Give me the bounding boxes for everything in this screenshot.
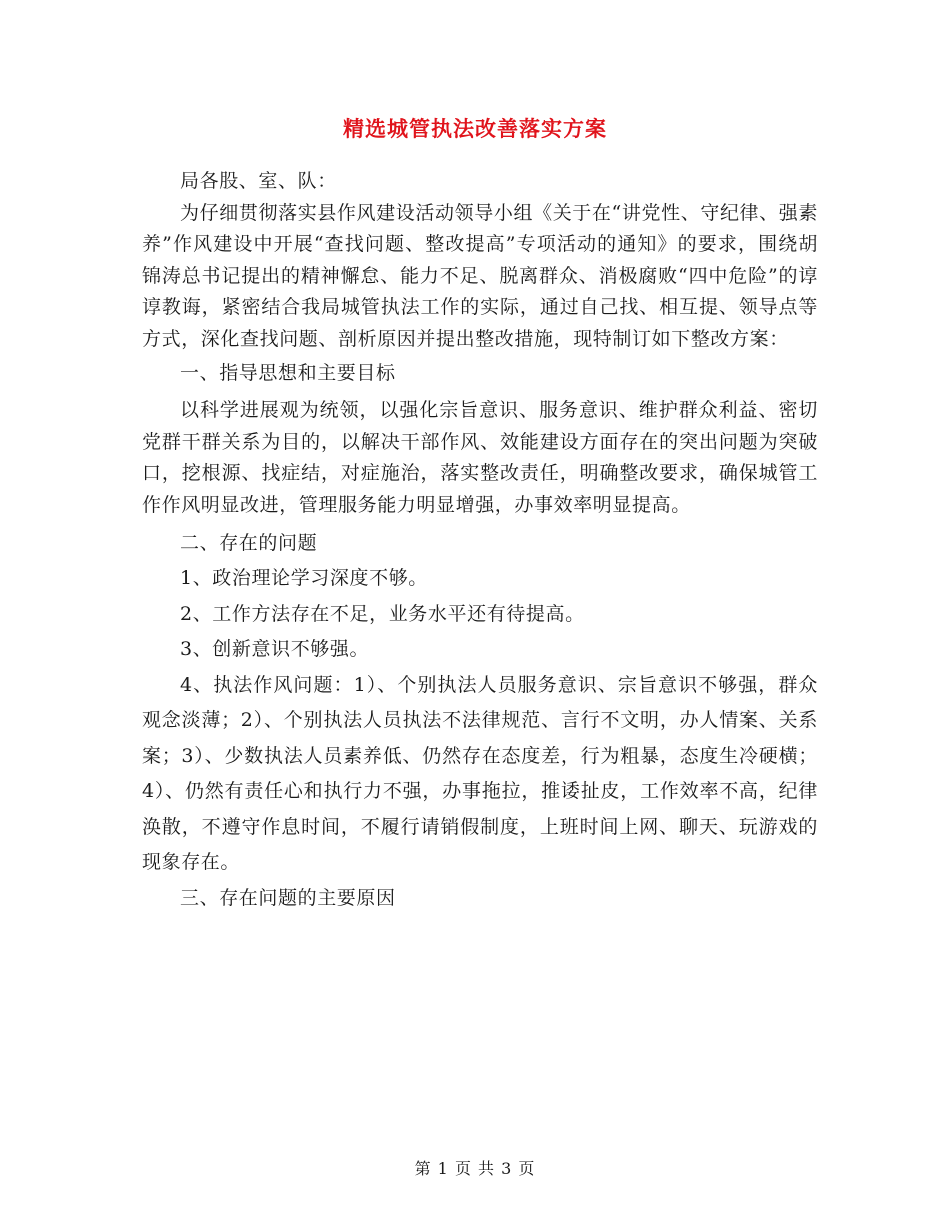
salutation: 局各股、室、队： <box>180 170 337 192</box>
document-title: 精选城管执法改善落实方案 <box>343 116 607 141</box>
document-body <box>142 166 818 916</box>
problem-item-1: 1、政治理论学习深度不够。 <box>180 567 428 590</box>
page-number-footer: 第 1 页 共 3 页 <box>414 1159 536 1178</box>
intro-paragraph: 为仔细贯彻落实县作风建设活动领导小组《关于在“讲党性、守纪律、强素养”作风建设中开展“查找问题、整改提高”专项活动的通知》的要求，围绕胡锦涛总书记提出的精神懈怠、能力不足、脱离群众、消极腐败“四中危险”的谆谆教诲，紧密结合我局城管执法工作的实际，通过自己找、相互提、领导点等方式，深化查找问题、剖析原因并提出整改措施，现特制订如下整改方案： <box>142 201 818 350</box>
section-heading-3: 三、存在问题的主要原因 <box>180 886 396 909</box>
section-heading-2: 二、存在的问题 <box>180 531 318 554</box>
problem-item-2: 2、工作方法存在不足，业务水平还有待提高。 <box>180 602 585 625</box>
problem-item-3: 3、创新意识不够强。 <box>180 638 370 661</box>
problem-item-4: 4、执法作风问题：1）、个别执法人员服务意识、宗旨意识不够强，群众观念淡薄；2）、个别执法人员执法不法律规范、言行不文明，办人情案、关系案；3）、少数执法人员素养低、仍然存在态度差，行为粗暴，态度生冷硬横；4）、仍然有责任心和执行力不强，办事拖拉，推诿扯皮，工作效率不高，纪律涣散，不遵守作息时间，不履行请销假制度，上班时间上网、聊天、玩游戏的现象存在。 <box>142 673 818 874</box>
section-body-1: 以科学进展观为统领，以强化宗旨意识、服务意识、维护群众利益、密切党群干群关系为目的，以解决干部作风、效能建设方面存在的突出问题为突破口，挖根源、找症结，对症施治，落实整改责任，明确整改要求，确保城管工作作风明显改进，管理服务能力明显增强，办事效率明显提高。 <box>142 399 818 516</box>
section-heading-1: 一、指导思想和主要目标 <box>180 361 396 384</box>
